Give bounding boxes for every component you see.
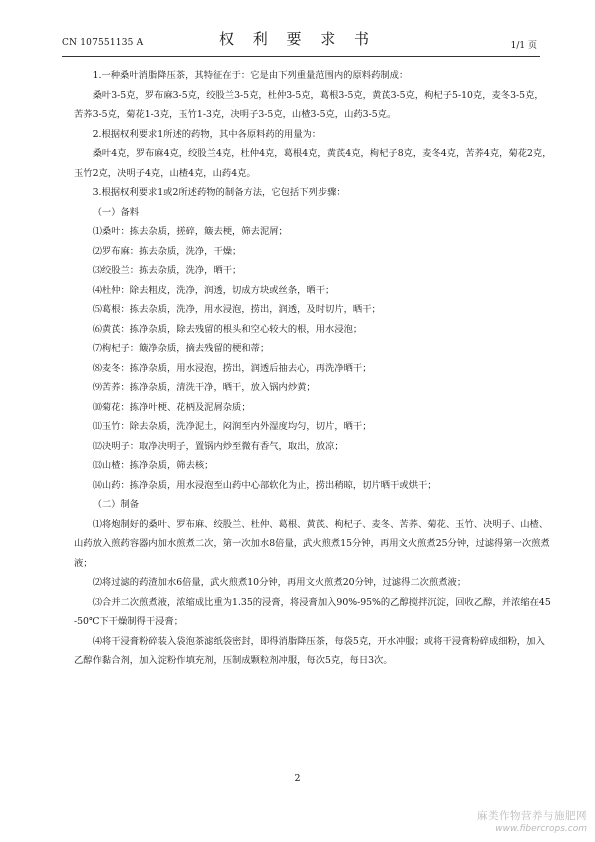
header-rule (62, 56, 540, 57)
claim-2-amounts: 桑叶4克，罗布麻4克，绞股兰4克，杜仲4克，葛根4克，黄芪4克，枸杞子8克，麦冬4克，苦荞4克，菊花2克，玉竹2克，决明子4克，山楂4克，山药4克。 (74, 148, 552, 179)
claim-2-intro: 2.根据权利要求1所述的药物，其中各原料药的用量为： (92, 128, 322, 140)
step-item: ⒁山药：拣净杂质，用水浸泡至山药中心部软化为止，捞出稍晾，切片晒干或烘干； (92, 479, 437, 491)
claim-1-ingredients: 桑叶3-5克，罗布麻3-5克，绞股兰3-5克，杜仲3-5克，葛根3-5克，黄芪3-5克，枸杞子5-10克，麦冬3-5克，苦荞3-5克，菊花1-3克，玉竹1-3克，决明子3-5克，山楂3-5克，山药3-5克。 (74, 89, 544, 120)
step-item: ⑺枸杞子：簸净杂质，摘去残留的梗和蒂； (92, 343, 270, 354)
claims-body (74, 66, 552, 671)
manufacture-step: ⑶合并二次煎煮液，浓缩成比重为1.35的浸膏，将浸膏加入90%-95%的乙醇搅拌沉淀，回收乙醇，并浓缩在45-50℃下干燥制得干浸膏； (74, 596, 551, 627)
step-item: ⑷杜仲：除去粗皮，洗净，润透，切成方块或丝条，晒干； (92, 284, 335, 296)
watermark (477, 808, 587, 834)
manufacture-step: ⑴将炮制好的桑叶、罗布麻、绞股兰、杜仲、葛根、黄芪、枸杞子、麦冬、苦荞、菊花、玉竹、决明子、山楂、山药放入煎药容器内加水煎煮二次，第一次加水8倍量，武火煎煮15分钟，再用文火煎煮25分钟，过滤得第一次煎煮液； (74, 518, 550, 569)
watermark-site-name: 麻类作物营养与施肥网 (477, 810, 587, 822)
publication-number: CN 107551135 A (62, 38, 144, 48)
step-item: ⑿决明子：取净决明子，置锅内炒至微有香气，取出，放凉； (92, 440, 344, 452)
step-item: ⑽菊花：拣净叶梗、花柄及泥屑杂质； (92, 401, 251, 413)
claim-1-intro: 1.一种桑叶消脂降压茶，其特征在于：它是由下列重量范围内的原料药制成： (92, 70, 409, 81)
step-item: ⑵罗布麻：拣去杂质，洗净，干燥； (92, 245, 242, 257)
step-item: ⑴桑叶：拣去杂质，搓碎，簸去梗，筛去泥屑； (92, 226, 288, 237)
manufacture-step: ⑷将干浸膏粉碎装入袋泡茶滤纸袋密封，即得消脂降压茶，每袋5克，开水冲服；或将干浸膏粉碎成细粉，加入乙醇作黏合剂，加入淀粉作填充剂，压制成颗粒剂冲服，每次5克，每日3次。 (74, 635, 545, 666)
page-count: 1/1 页 (510, 41, 537, 51)
step-item: ⑾玉竹：除去杂质，洗净泥土，闷润至内外湿度均匀，切片，晒干； (92, 421, 372, 432)
watermark-url: www.fibercrops.com (495, 824, 587, 834)
step-item: ⒀山楂：拣净杂质，筛去核； (92, 460, 214, 471)
page-number: 2 (294, 773, 301, 784)
step-item: ⑸葛根：拣去杂质，洗净，用水浸泡，捞出，润透，及时切片，晒干； (92, 304, 381, 315)
step-item: ⑹黄芪：拣净杂质，除去残留的根头和空心较大的根，用水浸泡； (92, 323, 363, 335)
page-header (0, 0, 595, 60)
document-title: 权 利 要 求 书 (218, 30, 377, 48)
step-item: ⑻麦冬：拣净杂质，用水浸泡，捞出，润透后抽去心，再洗净晒干； (92, 362, 372, 374)
section-heading-manufacture: （二）制备 (92, 499, 140, 510)
step-item: ⑶绞股兰：拣去杂质，洗净，晒干； (92, 265, 242, 276)
claim-3-intro: 3.根据权利要求1或2所述药物的制备方法，它包括下列步骤： (92, 187, 346, 198)
step-item: ⑼苦荞：拣净杂质，清洗干净，晒干，放入锅内炒黄； (92, 382, 316, 393)
manufacture-step: ⑵将过滤的药渣加水6倍量，武火煎煮10分钟，再用文火煎煮20分钟，过滤得二次煎煮液； (92, 577, 467, 588)
section-heading-preparation: （一）备料 (92, 206, 140, 218)
